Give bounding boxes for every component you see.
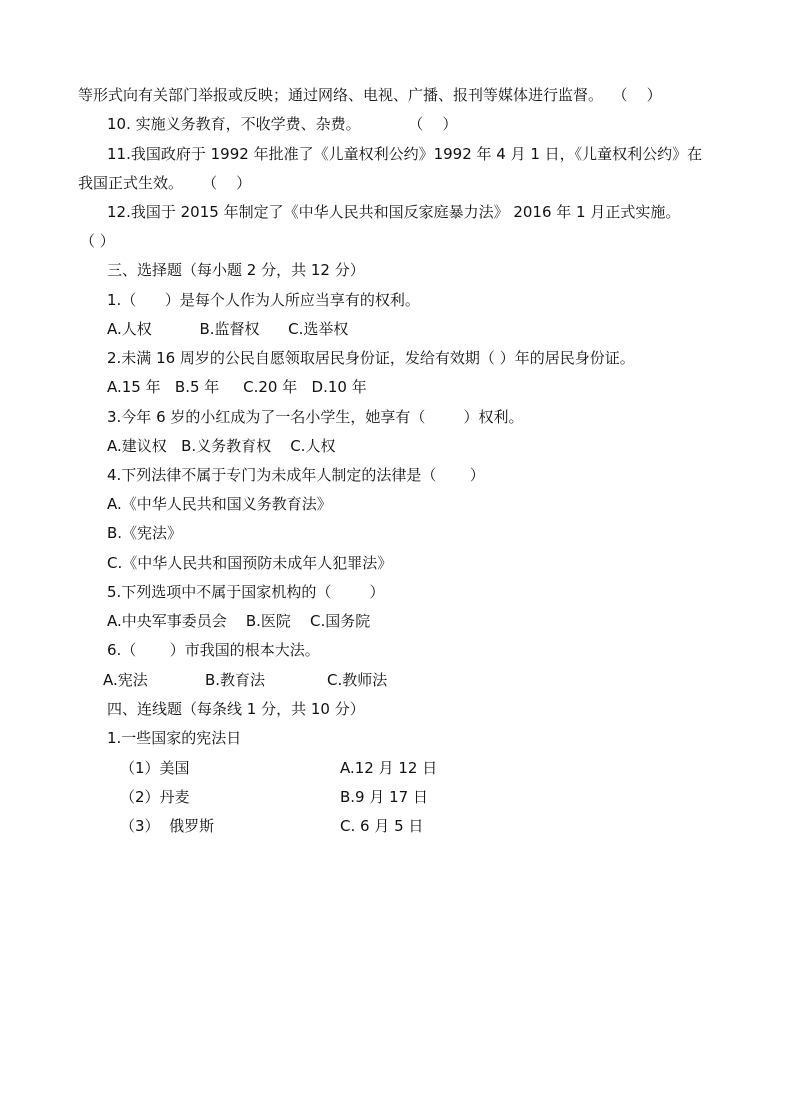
choice-question-4-option-a: A.《中华人民共和国义务教育法》 (107, 495, 332, 513)
tf-question-11: 11.我国政府于 1992 年批准了《儿童权利公约》1992 年 4 月 1 日，《儿童权利公约》在 (107, 145, 703, 163)
tf-question-10: 10. 实施义务教育，不收学费、杂费。 （ ） (107, 115, 458, 133)
matching-question-1: 1.一些国家的宪法日 (107, 729, 242, 747)
tf-question-11-cont: 我国正式生效。 （ ） (78, 174, 252, 192)
choice-question-1: 1.（ ）是每个人作为人所应当享有的权利。 (107, 291, 420, 309)
section-choice-heading: 三、选择题（每小题 2 分，共 12 分） (107, 261, 365, 279)
choice-question-5: 5.下列选项中不属于国家机构的（ ） (107, 583, 385, 601)
choice-question-4: 4.下列法律不属于专门为未成年人制定的法律是（ ） (107, 466, 485, 484)
tf-question-12: 12.我国于 2015 年制定了《中华人民共和国反家庭暴力法》 2016 年 1 月正式实施。 (107, 203, 681, 221)
matching-left-item: （3） 俄罗斯 (120, 817, 215, 835)
choice-question-6: 6.（ ）市我国的根本大法。 (107, 641, 320, 659)
matching-right-item: A.12 月 12 日 (340, 759, 438, 777)
choice-question-4-option-b: B.《宪法》 (107, 524, 183, 542)
tf-line-1: 等形式向有关部门举报或反映；通过网络、电视、广播、报刊等媒体进行监督。 （ ） (78, 86, 662, 104)
tf-question-12-cont: （ ） (80, 232, 115, 250)
choice-question-1-options: A.人权 B.监督权 C.选举权 (107, 320, 349, 338)
choice-question-6-options: A.宪法 B.教育法 C.教师法 (103, 671, 388, 689)
matching-right-item: C. 6 月 5 日 (340, 817, 424, 835)
matching-right-item: B.9 月 17 日 (340, 788, 428, 806)
choice-question-3-options: A.建议权 B.义务教育权 C.人权 (107, 437, 336, 455)
choice-question-2: 2.未满 16 周岁的公民自愿领取居民身份证，发给有效期（ ）年的居民身份证。 (107, 349, 635, 367)
choice-question-3: 3.今年 6 岁的小红成为了一名小学生，她享有（ ）权利。 (107, 408, 524, 426)
matching-left-item: （2）丹麦 (120, 788, 190, 806)
choice-question-5-options: A.中央军事委员会 B.医院 C.国务院 (107, 612, 371, 630)
choice-question-2-options: A.15 年 B.5 年 C.20 年 D.10 年 (107, 378, 367, 396)
choice-question-4-option-c: C.《中华人民共和国预防未成年人犯罪法》 (107, 554, 393, 572)
section-matching-heading: 四、连线题（每条线 1 分，共 10 分） (107, 700, 365, 718)
matching-left-item: （1）美国 (120, 759, 190, 777)
